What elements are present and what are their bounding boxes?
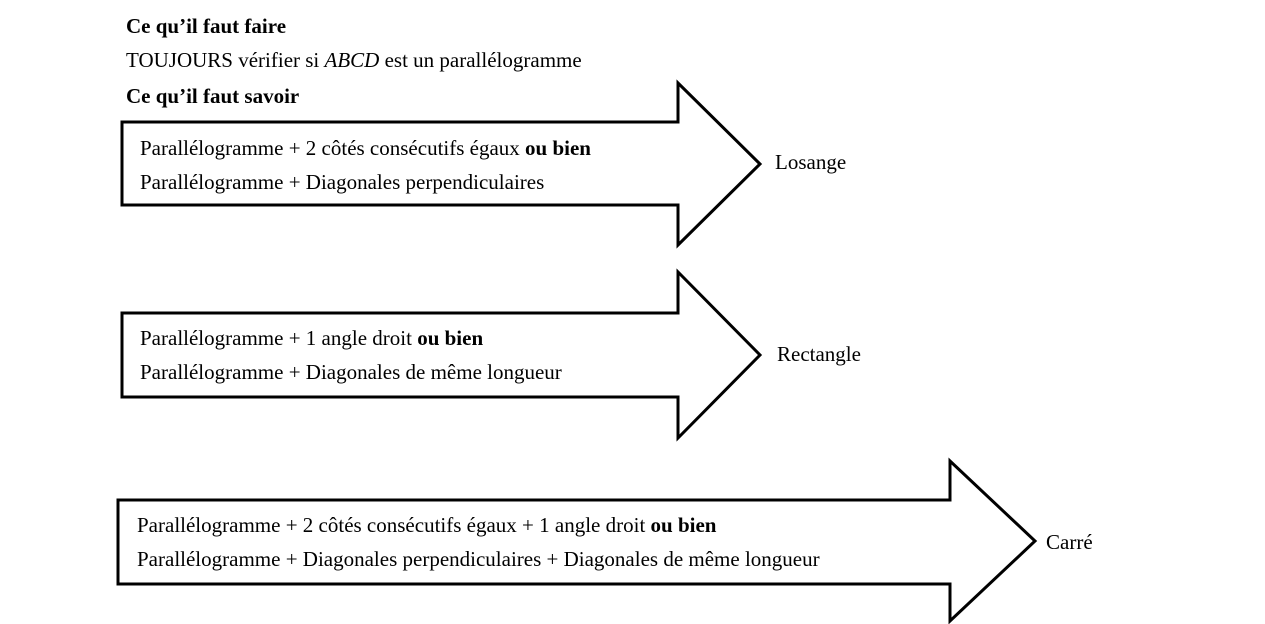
result-rectangle: Rectangle — [777, 342, 861, 366]
arrow-carre — [118, 461, 1035, 621]
heading-what-to-do: Ce qu’il faut faire — [126, 14, 287, 38]
instruction-line — [126, 50, 582, 71]
heading-what-to-know: Ce qu’il faut savoir — [126, 84, 300, 108]
rule-rectangle-line2: Parallélogramme + Diagonales de même longueur — [140, 360, 562, 384]
rule-losange-condition1: Parallélogramme + 2 côtés consécutifs égaux — [140, 136, 520, 160]
rule-losange-or: ou bien — [519, 136, 591, 160]
rule-rectangle-condition1: Parallélogramme + 1 angle droit — [140, 326, 412, 350]
result-carre: Carré — [1046, 530, 1093, 554]
result-losange: Losange — [775, 150, 847, 174]
rule-losange-line1 — [140, 138, 591, 159]
instruction-math: ABCD — [324, 48, 380, 72]
instruction-prefix: TOUJOURS vérifier si — [126, 48, 325, 72]
rule-carre-line1 — [137, 515, 716, 536]
rule-carre-or: ou bien — [645, 513, 717, 537]
rule-carre-line2: Parallélogramme + Diagonales perpendiculaires + Diagonales de même longueur — [137, 547, 820, 571]
rule-losange-line2: Parallélogramme + Diagonales perpendiculaires — [140, 170, 545, 194]
arrow-rectangle — [122, 272, 760, 438]
instruction-suffix: est un parallélogramme — [379, 48, 582, 72]
rule-rectangle-or: ou bien — [411, 326, 484, 350]
rule-carre-condition1: Parallélogramme + 2 côtés consécutifs égaux + 1 angle droit — [137, 513, 646, 537]
rule-rectangle-line1 — [140, 328, 483, 349]
